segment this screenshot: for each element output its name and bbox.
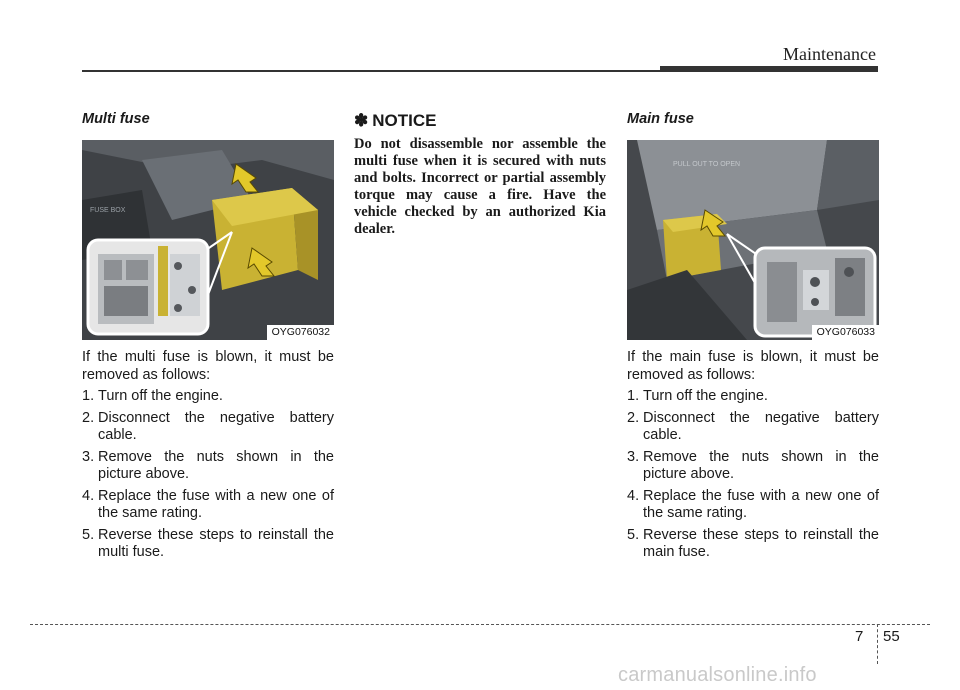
multi-fuse-intro: If the multi fuse is blown, it must be removed as follows:: [82, 349, 334, 383]
asterisk-icon: ✽: [354, 111, 369, 130]
header-rule-thick: [660, 66, 878, 72]
page-number: 55: [883, 628, 900, 645]
list-item: 4. Replace the fuse with a new one of the same rating.: [627, 487, 879, 521]
footer-divider: [30, 624, 930, 625]
main-fuse-photo: [627, 140, 879, 340]
watermark: carmanualsonline.info: [618, 664, 817, 686]
multi-fuse-illustration: [82, 140, 334, 340]
list-item: 2. Disconnect the negative battery cable.: [82, 409, 334, 443]
section-title: Maintenance: [783, 44, 876, 64]
list-item: 2. Disconnect the negative battery cable.: [627, 409, 879, 443]
multi-fuse-steps: [82, 388, 334, 562]
main-fuse-steps: [627, 388, 879, 562]
notice-heading: [354, 110, 606, 132]
main-fuse-illustration: [627, 140, 879, 340]
list-item: 5. Reverse these steps to reinstall the main fuse.: [627, 526, 879, 560]
list-item: 1. Turn off the engine.: [627, 388, 768, 404]
list-item: 1. Turn off the engine.: [82, 388, 223, 404]
list-item: 3. Remove the nuts shown in the picture above.: [627, 448, 879, 482]
multi-fuse-photo-label: FUSE BOX: [90, 207, 126, 214]
notice-section: [354, 110, 606, 238]
multi-fuse-section: [82, 110, 334, 562]
chapter-number: 7: [855, 628, 864, 645]
header-rule-thin: [82, 70, 660, 72]
notice-text: Do not disassemble nor assemble the multi fuse when it is secured with nuts and bolts. Incorrect or partial assembly torque may cause a fire. Have the vehicle checked by an authorized Kia dealer.: [354, 136, 606, 237]
main-fuse-photo-label: PULL OUT TO OPEN: [673, 161, 741, 168]
main-fuse-image-code: OYG076033: [812, 325, 879, 340]
multi-fuse-photo: [82, 140, 334, 340]
main-fuse-section: [627, 110, 879, 562]
multi-fuse-title: Multi fuse: [82, 111, 150, 127]
list-item: 4. Replace the fuse with a new one of the same rating.: [82, 487, 334, 521]
notice-title: NOTICE: [372, 111, 437, 130]
list-item: 3. Remove the nuts shown in the picture above.: [82, 448, 334, 482]
main-fuse-intro: If the main fuse is blown, it must be removed as follows:: [627, 349, 879, 383]
multi-fuse-image-code: OYG076032: [267, 325, 334, 340]
list-item: 5. Reverse these steps to reinstall the multi fuse.: [82, 526, 334, 560]
main-fuse-title: Main fuse: [627, 111, 694, 127]
page-number-divider: [877, 624, 878, 664]
